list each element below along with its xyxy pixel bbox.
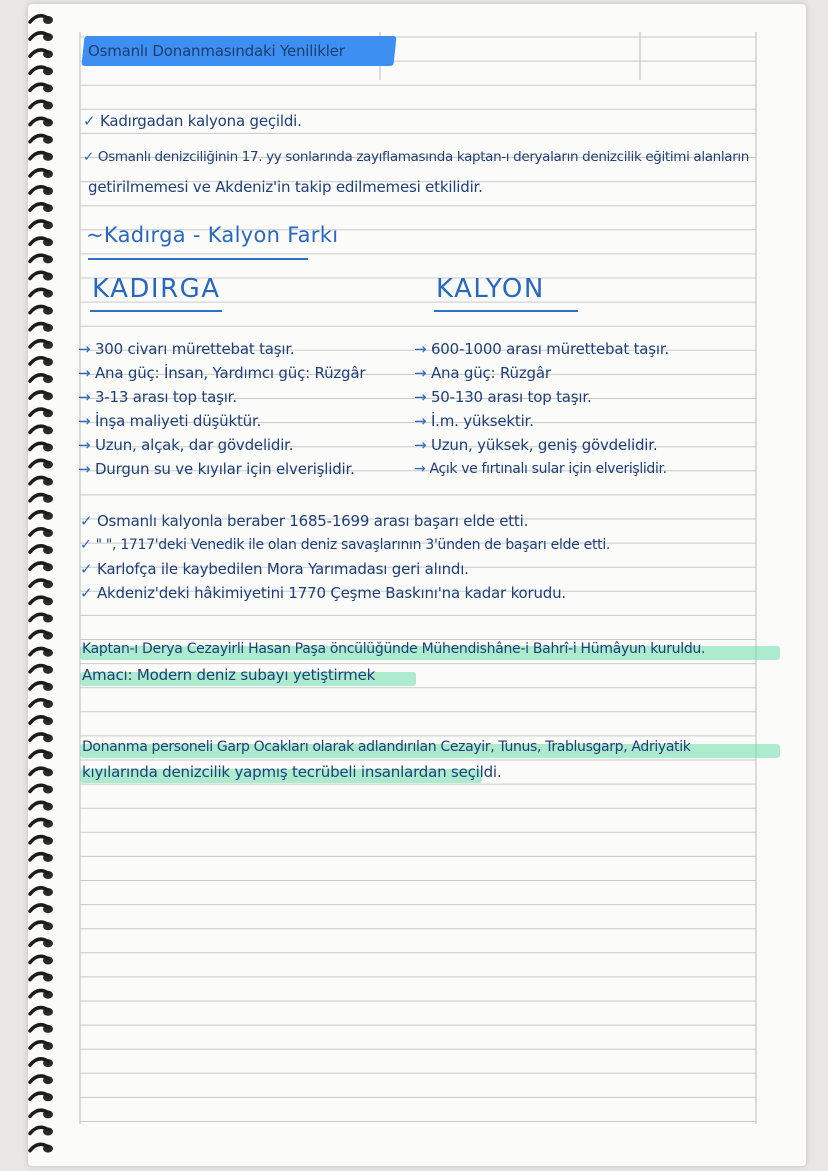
kalyon-underline bbox=[434, 310, 578, 312]
spiral-binding bbox=[28, 4, 88, 1166]
kadirga-item: → 300 civarı mürettebat taşır. bbox=[78, 340, 295, 358]
paragraph-1-line-2: Amacı: Modern deniz subayı yetiştirmek bbox=[82, 666, 376, 684]
comparison-subtitle: ~Kadırga - Kalyon Farkı bbox=[86, 223, 339, 247]
intro-line-1: ✓ Kadırgadan kalyona geçildi. bbox=[83, 112, 302, 130]
achievement-item: ✓ Akdeniz'deki hâkimiyetini 1770 Çeşme Baskını'na kadar korudu. bbox=[80, 584, 566, 602]
achievement-item: ✓ Osmanlı kalyonla beraber 1685-1699 arası başarı elde etti. bbox=[80, 512, 529, 530]
kalyon-item: → Uzun, yüksek, geniş gövdelidir. bbox=[414, 436, 658, 454]
kalyon-item: → İ.m. yüksektir. bbox=[414, 412, 534, 430]
kalyon-item: → Açık ve fırtınalı sular için elverişlidir. bbox=[414, 461, 667, 477]
paragraph-2-line-2: kıyılarında denizcilik yapmış tecrübeli insanlardan seçildi. bbox=[82, 763, 502, 781]
kadirga-item: → İnşa maliyeti düşüktür. bbox=[78, 412, 262, 430]
intro-line-2: ✓ Osmanlı denizciliğinin 17. yy sonlarında zayıflamasında kaptan-ı deryaların denizcilik eğitimi alanların bbox=[83, 149, 750, 165]
kadirga-underline bbox=[90, 310, 222, 312]
kadirga-item: → Ana güç: İnsan, Yardımcı güç: Rüzgâr bbox=[78, 364, 366, 382]
kadirga-item: → Durgun su ve kıyılar için elverişlidir. bbox=[78, 460, 355, 478]
paragraph-1-line-1: Kaptan-ı Derya Cezayirli Hasan Paşa öncülüğünde Mühendishâne-i Bahrî-i Hümâyun kuruldu. bbox=[82, 641, 706, 657]
kadirga-item: → Uzun, alçak, dar gövdelidir. bbox=[78, 436, 294, 454]
kalyon-item: → 600-1000 arası mürettebat taşır. bbox=[414, 340, 669, 358]
kalyon-heading: KALYON bbox=[436, 274, 545, 304]
kadirga-item: → 3-13 arası top taşır. bbox=[78, 388, 237, 406]
intro-line-3: getirilmemesi ve Akdeniz'in takip edilmemesi etkilidir. bbox=[88, 178, 483, 196]
kalyon-item: → Ana güç: Rüzgâr bbox=[414, 364, 551, 382]
notebook-page bbox=[28, 4, 806, 1166]
paragraph-2-line-1: Donanma personeli Garp Ocakları olarak adlandırılan Cezayir, Tunus, Trablusgarp, Adriyatik bbox=[82, 739, 691, 755]
page-title: Osmanlı Donanmasındaki Yenilikler bbox=[88, 42, 345, 60]
kadirga-heading: KADIRGA bbox=[92, 274, 221, 304]
achievement-item: ✓ " ", 1717'deki Venedik ile olan deniz savaşlarının 3'ünden de başarı elde etti. bbox=[80, 537, 611, 553]
kalyon-item: → 50-130 arası top taşır. bbox=[414, 388, 592, 406]
achievement-item: ✓ Karlofça ile kaybedilen Mora Yarımadası geri alındı. bbox=[80, 560, 469, 578]
subtitle-underline bbox=[88, 258, 308, 260]
